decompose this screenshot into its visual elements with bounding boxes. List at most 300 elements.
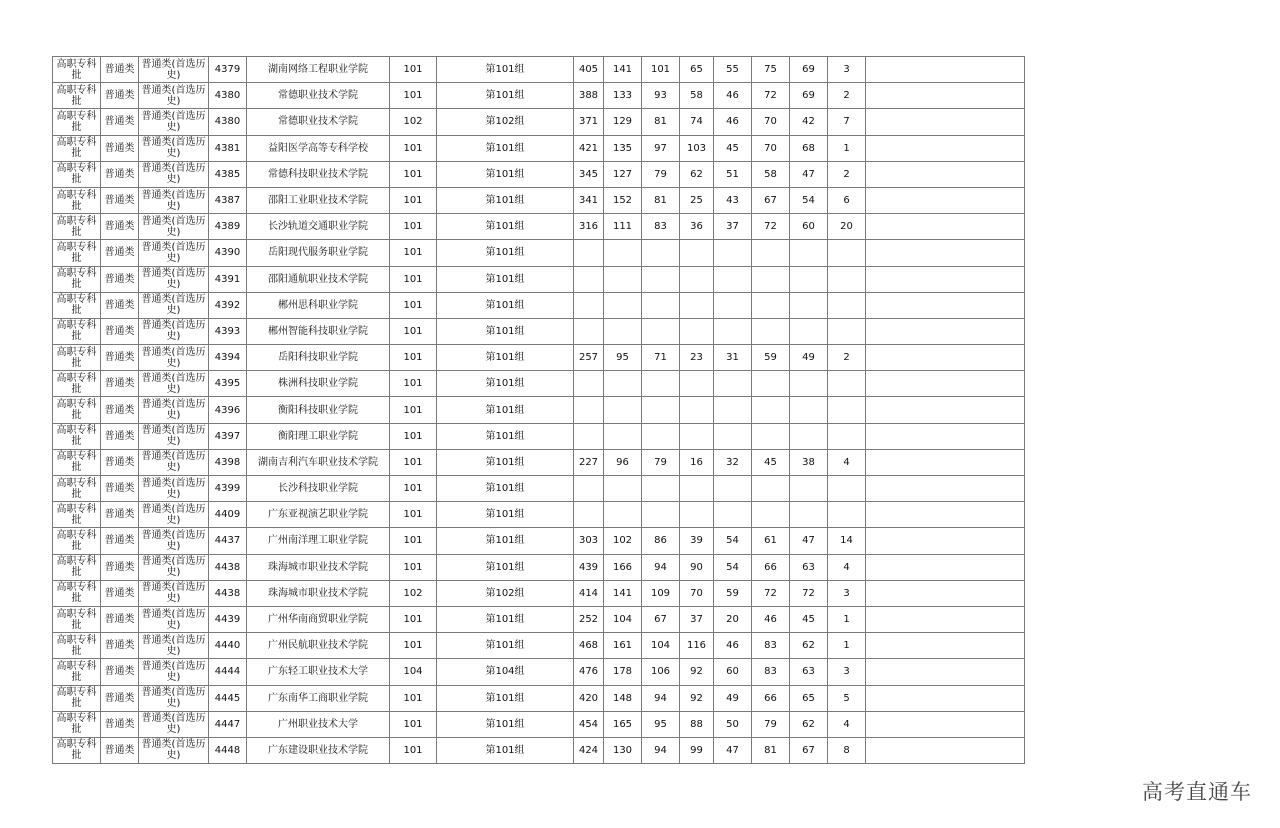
cell-score-sub3: 63	[790, 554, 828, 580]
cell-subject-group: 普通类(首选历史)	[139, 318, 209, 344]
cell-extra	[866, 449, 1025, 475]
cell-school-code: 4390	[209, 240, 247, 266]
cell-subject-group: 普通类(首选历史)	[139, 397, 209, 423]
cell-score-math	[642, 292, 680, 318]
cell-rank: 6	[828, 187, 866, 213]
cell-score-total	[574, 318, 604, 344]
cell-score-sub3: 47	[790, 528, 828, 554]
cell-batch: 高职专科批	[53, 109, 101, 135]
cell-rank: 5	[828, 685, 866, 711]
cell-score-total: 303	[574, 528, 604, 554]
cell-score-total: 439	[574, 554, 604, 580]
cell-score-sub1	[714, 423, 752, 449]
cell-school-code: 4437	[209, 528, 247, 554]
cell-category: 普通类	[101, 476, 139, 502]
cell-school-code: 4392	[209, 292, 247, 318]
cell-rank	[828, 240, 866, 266]
cell-school-code: 4380	[209, 83, 247, 109]
cell-score-sub2: 45	[752, 449, 790, 475]
table-row	[53, 580, 1025, 606]
cell-score-chinese: 148	[604, 685, 642, 711]
cell-school-code: 4398	[209, 449, 247, 475]
cell-rank: 2	[828, 161, 866, 187]
cell-batch: 高职专科批	[53, 266, 101, 292]
cell-subject-group: 普通类(首选历史)	[139, 554, 209, 580]
cell-group-code: 101	[390, 737, 437, 763]
table-row	[53, 318, 1025, 344]
cell-category: 普通类	[101, 109, 139, 135]
cell-score-sub2: 66	[752, 685, 790, 711]
cell-score-sub1	[714, 476, 752, 502]
cell-school-name: 广州职业技术大学	[247, 711, 390, 737]
cell-batch: 高职专科批	[53, 83, 101, 109]
cell-subject-group: 普通类(首选历史)	[139, 711, 209, 737]
cell-group-code: 101	[390, 528, 437, 554]
cell-score-total	[574, 476, 604, 502]
cell-batch: 高职专科批	[53, 633, 101, 659]
table-row	[53, 214, 1025, 240]
cell-group-code: 102	[390, 580, 437, 606]
cell-group-code: 101	[390, 423, 437, 449]
cell-score-english	[680, 423, 714, 449]
cell-score-chinese: 111	[604, 214, 642, 240]
cell-rank	[828, 423, 866, 449]
cell-batch: 高职专科批	[53, 737, 101, 763]
cell-score-sub3: 42	[790, 109, 828, 135]
cell-extra	[866, 318, 1025, 344]
cell-group-code: 101	[390, 711, 437, 737]
cell-score-math: 83	[642, 214, 680, 240]
cell-group-name: 第101组	[437, 135, 574, 161]
cell-score-sub2: 70	[752, 109, 790, 135]
cell-score-english: 62	[680, 161, 714, 187]
cell-extra	[866, 345, 1025, 371]
cell-score-sub1: 54	[714, 554, 752, 580]
table-row	[53, 83, 1025, 109]
cell-score-sub3: 45	[790, 606, 828, 632]
cell-rank: 14	[828, 528, 866, 554]
cell-batch: 高职专科批	[53, 292, 101, 318]
cell-batch: 高职专科批	[53, 397, 101, 423]
cell-score-math: 109	[642, 580, 680, 606]
cell-school-code: 4445	[209, 685, 247, 711]
cell-score-english: 25	[680, 187, 714, 213]
cell-score-sub2: 67	[752, 187, 790, 213]
cell-group-code: 101	[390, 345, 437, 371]
cell-extra	[866, 371, 1025, 397]
cell-category: 普通类	[101, 345, 139, 371]
cell-score-english: 65	[680, 57, 714, 83]
cell-group-name: 第101组	[437, 371, 574, 397]
cell-score-english: 116	[680, 633, 714, 659]
cell-score-english	[680, 371, 714, 397]
cell-subject-group: 普通类(首选历史)	[139, 737, 209, 763]
cell-school-code: 4396	[209, 397, 247, 423]
cell-score-chinese: 141	[604, 57, 642, 83]
cell-subject-group: 普通类(首选历史)	[139, 135, 209, 161]
cell-group-name: 第101组	[437, 266, 574, 292]
cell-score-sub2: 83	[752, 659, 790, 685]
cell-school-name: 衡阳科技职业学院	[247, 397, 390, 423]
cell-score-total: 476	[574, 659, 604, 685]
cell-score-sub1: 49	[714, 685, 752, 711]
cell-extra	[866, 187, 1025, 213]
cell-category: 普通类	[101, 423, 139, 449]
cell-score-chinese	[604, 476, 642, 502]
cell-extra	[866, 476, 1025, 502]
cell-category: 普通类	[101, 659, 139, 685]
cell-score-math: 104	[642, 633, 680, 659]
table-row	[53, 685, 1025, 711]
cell-score-math	[642, 240, 680, 266]
cell-score-sub1: 46	[714, 109, 752, 135]
cell-rank	[828, 266, 866, 292]
cell-school-code: 4439	[209, 606, 247, 632]
cell-batch: 高职专科批	[53, 528, 101, 554]
cell-extra	[866, 528, 1025, 554]
cell-score-total: 371	[574, 109, 604, 135]
cell-batch: 高职专科批	[53, 711, 101, 737]
cell-score-english	[680, 318, 714, 344]
cell-score-english: 99	[680, 737, 714, 763]
cell-score-total: 405	[574, 57, 604, 83]
cell-score-english: 103	[680, 135, 714, 161]
cell-rank: 3	[828, 580, 866, 606]
cell-score-english	[680, 292, 714, 318]
cell-category: 普通类	[101, 685, 139, 711]
cell-rank: 1	[828, 606, 866, 632]
cell-score-sub1: 47	[714, 737, 752, 763]
cell-group-name: 第101组	[437, 423, 574, 449]
cell-extra	[866, 659, 1025, 685]
cell-score-sub2: 58	[752, 161, 790, 187]
cell-rank	[828, 371, 866, 397]
cell-school-code: 4448	[209, 737, 247, 763]
cell-score-sub1: 51	[714, 161, 752, 187]
cell-score-chinese: 152	[604, 187, 642, 213]
cell-extra	[866, 685, 1025, 711]
cell-group-name: 第101组	[437, 502, 574, 528]
cell-school-name: 郴州智能科技职业学院	[247, 318, 390, 344]
cell-score-sub2: 81	[752, 737, 790, 763]
cell-score-math: 94	[642, 737, 680, 763]
cell-extra	[866, 502, 1025, 528]
cell-school-name: 衡阳理工职业学院	[247, 423, 390, 449]
cell-score-math	[642, 476, 680, 502]
cell-batch: 高职专科批	[53, 318, 101, 344]
cell-batch: 高职专科批	[53, 161, 101, 187]
cell-score-chinese	[604, 292, 642, 318]
cell-school-name: 岳阳科技职业学院	[247, 345, 390, 371]
cell-group-name: 第101组	[437, 83, 574, 109]
table-row	[53, 737, 1025, 763]
cell-group-code: 101	[390, 240, 437, 266]
cell-subject-group: 普通类(首选历史)	[139, 606, 209, 632]
cell-batch: 高职专科批	[53, 57, 101, 83]
cell-subject-group: 普通类(首选历史)	[139, 266, 209, 292]
cell-extra	[866, 266, 1025, 292]
cell-subject-group: 普通类(首选历史)	[139, 345, 209, 371]
cell-rank	[828, 397, 866, 423]
cell-score-total: 316	[574, 214, 604, 240]
cell-category: 普通类	[101, 502, 139, 528]
cell-score-english: 23	[680, 345, 714, 371]
cell-school-code: 4379	[209, 57, 247, 83]
cell-group-code: 101	[390, 266, 437, 292]
cell-score-total: 257	[574, 345, 604, 371]
cell-group-name: 第101组	[437, 606, 574, 632]
cell-group-code: 101	[390, 292, 437, 318]
cell-score-total: 227	[574, 449, 604, 475]
cell-score-total: 424	[574, 737, 604, 763]
cell-school-name: 长沙科技职业学院	[247, 476, 390, 502]
cell-school-name: 常德职业技术学院	[247, 109, 390, 135]
cell-category: 普通类	[101, 737, 139, 763]
cell-score-sub2	[752, 371, 790, 397]
cell-score-sub2: 72	[752, 580, 790, 606]
cell-score-english: 74	[680, 109, 714, 135]
cell-score-total	[574, 502, 604, 528]
cell-group-name: 第102组	[437, 109, 574, 135]
cell-score-chinese: 133	[604, 83, 642, 109]
cell-score-chinese: 127	[604, 161, 642, 187]
cell-group-name: 第101组	[437, 345, 574, 371]
cell-group-name: 第101组	[437, 397, 574, 423]
cell-rank: 2	[828, 83, 866, 109]
cell-school-code: 4391	[209, 266, 247, 292]
cell-school-code: 4440	[209, 633, 247, 659]
table-row	[53, 423, 1025, 449]
cell-rank: 2	[828, 345, 866, 371]
cell-score-chinese: 96	[604, 449, 642, 475]
cell-extra	[866, 737, 1025, 763]
cell-score-total: 252	[574, 606, 604, 632]
cell-rank: 20	[828, 214, 866, 240]
cell-extra	[866, 292, 1025, 318]
cell-school-name: 常德职业技术学院	[247, 83, 390, 109]
cell-score-math	[642, 318, 680, 344]
cell-score-total: 345	[574, 161, 604, 187]
cell-score-sub3	[790, 318, 828, 344]
cell-score-sub3: 65	[790, 685, 828, 711]
table-row	[53, 711, 1025, 737]
cell-score-sub1: 46	[714, 633, 752, 659]
cell-score-english: 37	[680, 606, 714, 632]
cell-batch: 高职专科批	[53, 606, 101, 632]
cell-group-code: 101	[390, 318, 437, 344]
cell-school-name: 湖南吉利汽车职业技术学院	[247, 449, 390, 475]
table-row	[53, 135, 1025, 161]
cell-score-total: 421	[574, 135, 604, 161]
cell-score-math: 94	[642, 554, 680, 580]
cell-rank	[828, 502, 866, 528]
cell-score-sub1	[714, 318, 752, 344]
cell-score-total: 388	[574, 83, 604, 109]
cell-score-chinese: 104	[604, 606, 642, 632]
cell-extra	[866, 109, 1025, 135]
cell-subject-group: 普通类(首选历史)	[139, 685, 209, 711]
cell-score-total	[574, 240, 604, 266]
cell-score-sub3: 54	[790, 187, 828, 213]
cell-score-sub2	[752, 292, 790, 318]
cell-score-math	[642, 397, 680, 423]
cell-score-math: 67	[642, 606, 680, 632]
cell-rank: 1	[828, 135, 866, 161]
cell-school-name: 常德科技职业技术学院	[247, 161, 390, 187]
cell-score-chinese: 135	[604, 135, 642, 161]
cell-score-sub1: 31	[714, 345, 752, 371]
cell-extra	[866, 633, 1025, 659]
cell-group-name: 第101组	[437, 528, 574, 554]
cell-school-name: 岳阳现代服务职业学院	[247, 240, 390, 266]
cell-batch: 高职专科批	[53, 214, 101, 240]
cell-extra	[866, 606, 1025, 632]
cell-rank: 4	[828, 711, 866, 737]
cell-score-total	[574, 292, 604, 318]
cell-score-math: 106	[642, 659, 680, 685]
cell-score-sub3: 72	[790, 580, 828, 606]
cell-subject-group: 普通类(首选历史)	[139, 292, 209, 318]
cell-score-sub1: 32	[714, 449, 752, 475]
table-row	[53, 502, 1025, 528]
cell-score-chinese: 161	[604, 633, 642, 659]
cell-score-sub1	[714, 502, 752, 528]
cell-score-sub3: 62	[790, 633, 828, 659]
cell-category: 普通类	[101, 83, 139, 109]
cell-subject-group: 普通类(首选历史)	[139, 371, 209, 397]
cell-subject-group: 普通类(首选历史)	[139, 633, 209, 659]
cell-group-code: 101	[390, 554, 437, 580]
cell-score-english	[680, 397, 714, 423]
cell-batch: 高职专科批	[53, 502, 101, 528]
cell-score-sub3	[790, 423, 828, 449]
cell-score-sub2: 70	[752, 135, 790, 161]
cell-group-name: 第101组	[437, 292, 574, 318]
cell-score-sub1	[714, 240, 752, 266]
cell-score-sub2: 75	[752, 57, 790, 83]
cell-score-total: 414	[574, 580, 604, 606]
cell-school-code: 4393	[209, 318, 247, 344]
cell-score-chinese: 130	[604, 737, 642, 763]
cell-subject-group: 普通类(首选历史)	[139, 449, 209, 475]
cell-score-sub1: 60	[714, 659, 752, 685]
cell-score-sub1	[714, 371, 752, 397]
cell-extra	[866, 83, 1025, 109]
cell-school-name: 郴州思科职业学院	[247, 292, 390, 318]
cell-score-sub2: 59	[752, 345, 790, 371]
cell-school-name: 邵阳工业职业技术学院	[247, 187, 390, 213]
cell-group-name: 第101组	[437, 214, 574, 240]
cell-score-total: 468	[574, 633, 604, 659]
cell-rank	[828, 292, 866, 318]
cell-school-code: 4447	[209, 711, 247, 737]
cell-score-sub3: 62	[790, 711, 828, 737]
cell-score-sub3	[790, 371, 828, 397]
cell-category: 普通类	[101, 161, 139, 187]
cell-category: 普通类	[101, 214, 139, 240]
cell-school-name: 广州华南商贸职业学院	[247, 606, 390, 632]
cell-score-math: 101	[642, 57, 680, 83]
cell-score-sub2: 61	[752, 528, 790, 554]
cell-school-code: 4389	[209, 214, 247, 240]
cell-score-total: 420	[574, 685, 604, 711]
cell-group-code: 101	[390, 502, 437, 528]
cell-score-sub1: 46	[714, 83, 752, 109]
cell-score-math	[642, 266, 680, 292]
cell-score-chinese: 166	[604, 554, 642, 580]
cell-group-code: 101	[390, 187, 437, 213]
cell-score-total	[574, 371, 604, 397]
cell-subject-group: 普通类(首选历史)	[139, 109, 209, 135]
cell-score-math: 95	[642, 711, 680, 737]
cell-group-code: 101	[390, 397, 437, 423]
cell-score-english	[680, 502, 714, 528]
cell-batch: 高职专科批	[53, 423, 101, 449]
cell-group-code: 102	[390, 109, 437, 135]
cell-score-sub1: 45	[714, 135, 752, 161]
cell-score-sub3	[790, 292, 828, 318]
cell-score-total	[574, 423, 604, 449]
cell-category: 普通类	[101, 633, 139, 659]
cell-score-math	[642, 502, 680, 528]
cell-extra	[866, 57, 1025, 83]
cell-score-sub2	[752, 397, 790, 423]
cell-score-math: 81	[642, 109, 680, 135]
cell-score-total: 454	[574, 711, 604, 737]
cell-school-code: 4409	[209, 502, 247, 528]
cell-score-sub3: 38	[790, 449, 828, 475]
cell-score-english: 36	[680, 214, 714, 240]
cell-subject-group: 普通类(首选历史)	[139, 659, 209, 685]
cell-score-sub1: 43	[714, 187, 752, 213]
cell-group-name: 第102组	[437, 580, 574, 606]
cell-school-name: 广东轻工职业技术大学	[247, 659, 390, 685]
cell-school-code: 4385	[209, 161, 247, 187]
cell-rank: 4	[828, 449, 866, 475]
table-row	[53, 240, 1025, 266]
cell-score-sub2: 66	[752, 554, 790, 580]
cell-batch: 高职专科批	[53, 240, 101, 266]
cell-score-chinese	[604, 502, 642, 528]
cell-score-chinese	[604, 371, 642, 397]
cell-score-sub3: 49	[790, 345, 828, 371]
watermark: 高考直通车	[1142, 780, 1252, 804]
cell-score-sub1	[714, 397, 752, 423]
cell-school-code: 4381	[209, 135, 247, 161]
cell-score-chinese	[604, 266, 642, 292]
cell-group-name: 第101组	[437, 633, 574, 659]
table-row	[53, 161, 1025, 187]
cell-score-english	[680, 240, 714, 266]
cell-score-math: 86	[642, 528, 680, 554]
cell-subject-group: 普通类(首选历史)	[139, 528, 209, 554]
cell-score-sub1: 59	[714, 580, 752, 606]
cell-score-sub3: 63	[790, 659, 828, 685]
cell-score-english: 88	[680, 711, 714, 737]
cell-batch: 高职专科批	[53, 476, 101, 502]
cell-extra	[866, 423, 1025, 449]
cell-group-name: 第101组	[437, 554, 574, 580]
cell-score-chinese: 102	[604, 528, 642, 554]
cell-subject-group: 普通类(首选历史)	[139, 57, 209, 83]
cell-score-sub3: 67	[790, 737, 828, 763]
cell-score-sub2: 83	[752, 633, 790, 659]
cell-score-sub2	[752, 240, 790, 266]
table-row	[53, 109, 1025, 135]
cell-score-math: 97	[642, 135, 680, 161]
cell-extra	[866, 580, 1025, 606]
cell-score-sub3: 69	[790, 83, 828, 109]
